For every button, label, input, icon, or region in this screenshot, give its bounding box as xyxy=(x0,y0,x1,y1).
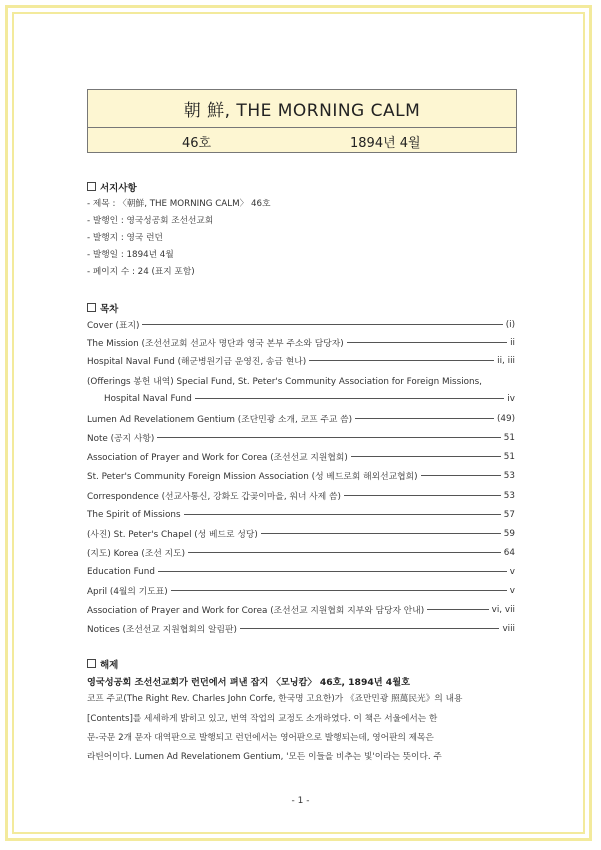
bibliography-heading: 서지사항 xyxy=(87,180,137,194)
toc-entry: Hospital Naval Fund (해군병원기금 운영진, 송금 현나) ii, iii xyxy=(87,355,515,367)
toc-entry: (지도) Korea (조선 지도) 64 xyxy=(87,547,515,559)
toc-entry: Cover (표지) (i) xyxy=(87,319,515,331)
issue-date: 1894년 4월 xyxy=(350,136,421,151)
commentary-line: 라틴어이다. Lumen Ad Revelationem Gentium, '모든 이들을 비추는 빛'이라는 뜻이다. 주 xyxy=(87,752,442,762)
bibliography-line: - 발행일 : 1894년 4월 xyxy=(87,250,174,260)
issue-number: 46호 xyxy=(182,136,212,151)
toc-entry: The Spirit of Missions 57 xyxy=(87,509,515,520)
issue-info-row xyxy=(88,128,516,152)
toc-entry: Lumen Ad Revelationem Gentium (조단민광 소개, 코프 주교 씀) (49) xyxy=(87,413,515,425)
toc-entry: Note (공지 사항) 51 xyxy=(87,432,515,444)
toc-entry: Hospital Naval Fund iv xyxy=(104,393,515,404)
checkbox-square-icon xyxy=(87,659,96,668)
title-box xyxy=(87,89,517,153)
page-number: - 1 - xyxy=(291,796,310,806)
commentary-heading: 해제 xyxy=(87,657,118,671)
toc-entry: Association of Prayer and Work for Corea (조선선교 지원협회) 51 xyxy=(87,451,515,463)
toc-entry: Education Fund v xyxy=(87,566,515,577)
checkbox-square-icon xyxy=(87,303,96,312)
checkbox-square-icon xyxy=(87,182,96,191)
bibliography-line: - 페이지 수 : 24 (표지 포함) xyxy=(87,267,195,277)
commentary-line: 문-국문 2개 문자 대역판으로 발행되고 런던에서는 영어판으로 발행되는데, 영어판의 제목은 xyxy=(87,733,434,743)
commentary-line: 코프 주교(The Right Rev. Charles John Corfe, 한국명 고요한)가 《죠만민광 照萬民光》의 내용 xyxy=(87,694,463,704)
magazine-title: 朝 鮮, THE MORNING CALM xyxy=(88,90,516,128)
toc-entry: The Mission (조선선교회 선교사 명단과 영국 본부 주소와 담당자) ii xyxy=(87,337,515,349)
toc-entry: April (4월의 기도표) v xyxy=(87,585,515,597)
bibliography-line: - 발행지 : 영국 런던 xyxy=(87,233,163,243)
commentary-line: [Contents]를 세세하게 밝히고 있고, 번역 작업의 교정도 소개하였다. 이 책은 서울에서는 한 xyxy=(87,714,438,724)
toc-entry: (사진) St. Peter's Chapel (성 베드로 성당) 59 xyxy=(87,528,515,540)
toc-entry: (Offerings 봉헌 내역) Special Fund, St. Peter's Community Association for Foreign Missions, xyxy=(87,377,482,387)
toc-entry: Correspondence (선교사통신, 강화도 갑곶이마을, 워너 사제 씀) 53 xyxy=(87,490,515,502)
bibliography-line: - 제목 : 〈朝鮮, THE MORNING CALM〉 46호 xyxy=(87,199,271,209)
bibliography-line: - 발행인 : 영국성공회 조선선교회 xyxy=(87,216,214,226)
commentary-title: 영국성공회 조선선교회가 런던에서 펴낸 잡지 〈모닝캄〉 46호, 1894년 4월호 xyxy=(87,677,410,688)
toc-heading: 목차 xyxy=(87,301,118,315)
toc-entry: Association of Prayer and Work for Corea (조선선교 지원협회 지부와 담당자 안내) vi, vii xyxy=(87,604,515,616)
toc-entry: Notices (조선선교 지원협회의 알림판) viii xyxy=(87,623,515,635)
toc-entry: St. Peter's Community Foreign Mission Association (성 베드로회 해외선교협회) 53 xyxy=(87,470,515,482)
